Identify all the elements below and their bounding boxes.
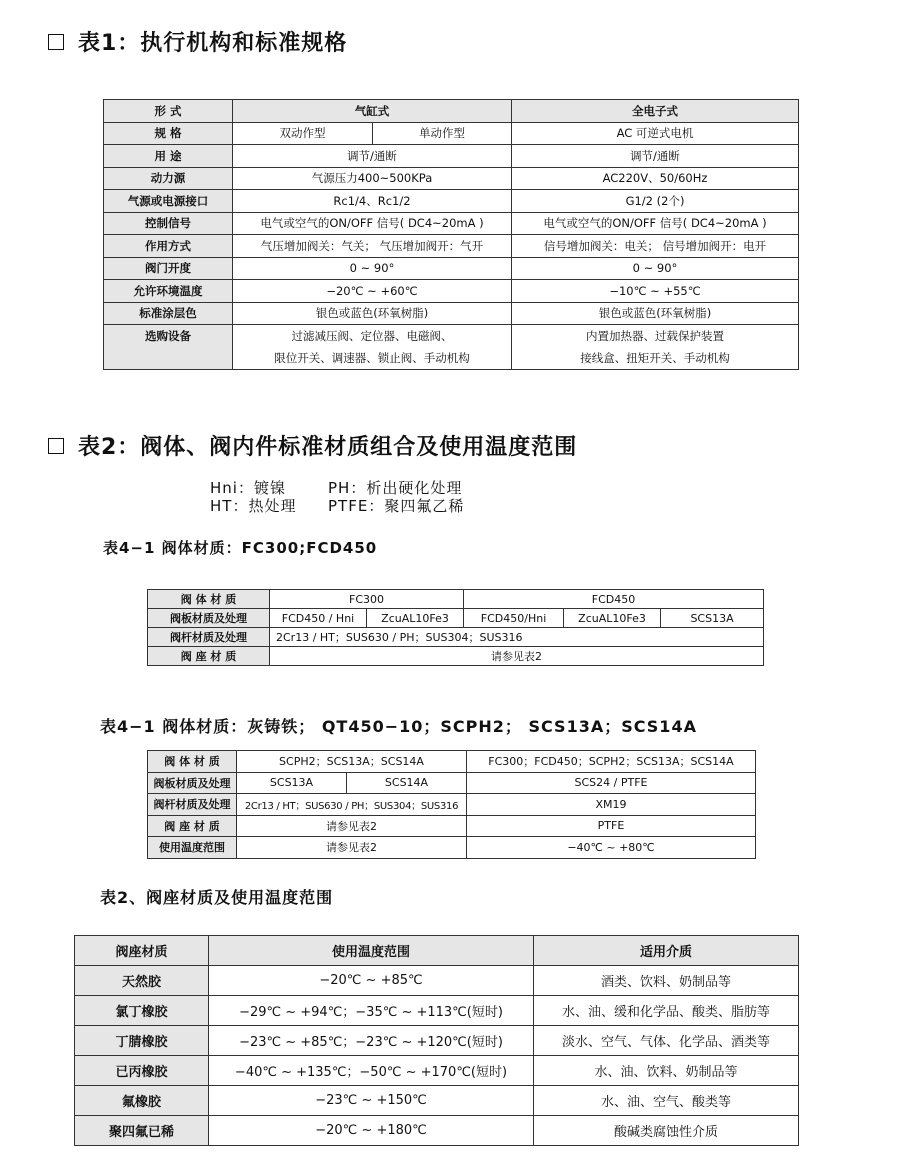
- table41a-caption: 表4−1 阀体材质：FC300;FCD450: [103, 539, 378, 557]
- row-label: 阀杆材质及处理: [148, 794, 237, 816]
- table-cell: SCS13A: [661, 609, 764, 628]
- table-row: [104, 257, 799, 280]
- table-row: [148, 609, 764, 628]
- row-label: 阀门开度: [104, 257, 233, 280]
- table-cell: 调节/通断: [233, 145, 512, 168]
- table-cell: 2Cr13 / HT；SUS630 / PH；SUS304；SUS316: [270, 628, 764, 647]
- table-cell: SCPH2；SCS13A；SCS14A: [237, 751, 467, 773]
- section1-title: 表1：执行机构和标准规格: [78, 31, 348, 56]
- table-cell: 信号增加阀关：电关； 信号增加阀开：电开: [512, 235, 799, 258]
- row-label: 阀板材质及处理: [148, 609, 270, 628]
- table-row: [104, 235, 799, 258]
- legend-ptfe: PTFE：聚四氟乙稀: [328, 497, 465, 515]
- table-cell: AC220V、50/60Hz: [512, 167, 799, 190]
- row-label: 允许环境温度: [104, 280, 233, 303]
- table-cell: −10℃ ~ +55℃: [512, 280, 799, 303]
- table-cell: 0 ~ 90°: [233, 257, 512, 280]
- table-row: [148, 647, 764, 666]
- row-label: 标准涂层色: [104, 302, 233, 325]
- table-cell: 酒类、饮料、奶制品等: [534, 966, 799, 996]
- table-cell: 全电子式: [512, 100, 799, 123]
- row-label: 阀 体 材 质: [148, 590, 270, 609]
- table-cell: ZcuAL10Fe3: [367, 609, 464, 628]
- table-cell: 水、油、饮料、奶制品等: [534, 1056, 799, 1086]
- legend-line-2: [210, 495, 464, 516]
- table-cell: SCS14A: [347, 772, 467, 794]
- table-row: [104, 122, 799, 145]
- table-cell: 气缸式: [233, 100, 512, 123]
- table-cell: ZcuAL10Fe3: [564, 609, 661, 628]
- table-row: [104, 302, 799, 325]
- table-cell: 酸碱类腐蚀性介质: [534, 1116, 799, 1146]
- table-cell: −20℃ ~ +180℃: [209, 1116, 534, 1146]
- table-cell: 调节/通断: [512, 145, 799, 168]
- row-label: 使用温度范围: [148, 837, 237, 859]
- table-cell: 请参见表2: [270, 647, 764, 666]
- table-cell: FC300；FCD450；SCPH2；SCS13A；SCS14A: [467, 751, 756, 773]
- table-row: [104, 167, 799, 190]
- table-row: [104, 325, 799, 370]
- table-row: [75, 1026, 799, 1056]
- table-cell: 双动作型: [233, 122, 373, 145]
- table-cell: [233, 325, 512, 370]
- legend-ht: HT：热处理: [210, 497, 297, 515]
- legend-ph: PH：析出硬化处理: [328, 479, 463, 497]
- table-cell: FCD450/Hni: [464, 609, 564, 628]
- table41b-caption: 表4−1 阀体材质：灰铸铁； QT450−10；SCPH2； SCS13A；SCS14A: [100, 717, 697, 736]
- table-row: [148, 794, 756, 816]
- table-cell: FC300: [270, 590, 464, 609]
- table-row: [104, 280, 799, 303]
- table-row: [148, 837, 756, 859]
- table-header-row: [75, 936, 799, 966]
- table2-caption: 表2、阀座材质及使用温度范围: [100, 888, 334, 907]
- table-cell: −29℃ ~ +94℃；−35℃ ~ +113℃(短时): [209, 996, 534, 1026]
- cell-line: 过滤减压阀、定位器、电磁阀、: [291, 329, 453, 343]
- table-cell: 聚四氟已稀: [75, 1116, 209, 1146]
- row-label: 作用方式: [104, 235, 233, 258]
- table-cell: 淡水、空气、气体、化学品、酒类等: [534, 1026, 799, 1056]
- table-cell: 银色或蓝色(环氧树脂): [512, 302, 799, 325]
- table-cell: 银色或蓝色(环氧树脂): [233, 302, 512, 325]
- seat-material-table: [74, 935, 799, 1146]
- column-header: 阀座材质: [75, 936, 209, 966]
- table-cell: −40℃ ~ +135℃；−50℃ ~ +170℃(短时): [209, 1056, 534, 1086]
- table-cell: 气压增加阀关：气关； 气压增加阀开：气开: [233, 235, 512, 258]
- table-row: [75, 996, 799, 1026]
- row-label: 阀 座 材 质: [148, 647, 270, 666]
- column-header: 使用温度范围: [209, 936, 534, 966]
- table-cell: 请参见表2: [237, 815, 467, 837]
- row-label: 动力源: [104, 167, 233, 190]
- row-label: 气源或电源接口: [104, 190, 233, 213]
- table-cell: SCS24 / PTFE: [467, 772, 756, 794]
- table-row: [104, 145, 799, 168]
- table-row: [148, 590, 764, 609]
- table-cell: 气源压力400~500KPa: [233, 167, 512, 190]
- table-row: [148, 628, 764, 647]
- table-cell: 单动作型: [373, 122, 512, 145]
- cell-line: 接线盒、扭矩开关、手动机构: [580, 351, 730, 365]
- table-cell: PTFE: [467, 815, 756, 837]
- row-label: 阀板材质及处理: [148, 772, 237, 794]
- row-label: 阀 座 材 质: [148, 815, 237, 837]
- checkbox-icon: [48, 438, 64, 454]
- table-cell: Rc1/4、Rc1/2: [233, 190, 512, 213]
- table-cell: 天然胶: [75, 966, 209, 996]
- table-cell: FCD450 / Hni: [270, 609, 367, 628]
- table-cell: 电气或空气的ON/OFF 信号( DC4~20mA ): [512, 212, 799, 235]
- table-cell: 氟橡胶: [75, 1086, 209, 1116]
- table-cell: SCS13A: [237, 772, 347, 794]
- cell-line: 内置加热器、过载保护装置: [586, 329, 724, 343]
- table-cell: 请参见表2: [237, 837, 467, 859]
- table-cell: AC 可逆式电机: [512, 122, 799, 145]
- table-cell: −40℃ ~ +80℃: [467, 837, 756, 859]
- row-label: 阀杆材质及处理: [148, 628, 270, 647]
- table-cell: −20℃ ~ +85℃: [209, 966, 534, 996]
- row-label: 规 格: [104, 122, 233, 145]
- legend-hni: Hni：镀镍: [210, 479, 286, 497]
- table-row: [148, 751, 756, 773]
- table-row: [148, 772, 756, 794]
- cell-line: 限位开关、调速器、锁止阀、手动机构: [274, 351, 470, 365]
- row-label: 阀 体 材 质: [148, 751, 237, 773]
- table-cell: −23℃ ~ +150℃: [209, 1086, 534, 1116]
- table-cell: 已丙橡胶: [75, 1056, 209, 1086]
- table-cell: −20℃ ~ +60℃: [233, 280, 512, 303]
- table-cell: FCD450: [464, 590, 764, 609]
- table-cell: 氯丁橡胶: [75, 996, 209, 1026]
- table-cell: 电气或空气的ON/OFF 信号( DC4~20mA ): [233, 212, 512, 235]
- checkbox-icon: [48, 34, 64, 50]
- table-cell: [512, 325, 799, 370]
- column-header: 适用介质: [534, 936, 799, 966]
- section2-heading: [48, 430, 577, 461]
- table-row: [75, 1086, 799, 1116]
- table-cell: XM19: [467, 794, 756, 816]
- section1-heading: [48, 26, 347, 57]
- table-cell: G1/2 (2个): [512, 190, 799, 213]
- table-cell: −23℃ ~ +85℃；−23℃ ~ +120℃(短时): [209, 1026, 534, 1056]
- table-row: [75, 1116, 799, 1146]
- table-cell: 水、油、缓和化学品、酸类、脂肪等: [534, 996, 799, 1026]
- section2-title: 表2：阀体、阀内件标准材质组合及使用温度范围: [78, 435, 578, 460]
- row-label: 用 途: [104, 145, 233, 168]
- actuator-spec-table: [103, 99, 799, 370]
- table-cell: 2Cr13 / HT；SUS630 / PH；SUS304；SUS316: [237, 794, 467, 816]
- table-row: [75, 1056, 799, 1086]
- table-cell: 丁腈橡胶: [75, 1026, 209, 1056]
- row-label: 控制信号: [104, 212, 233, 235]
- table-cell: 0 ~ 90°: [512, 257, 799, 280]
- row-label: 选购设备: [104, 325, 233, 370]
- table-row: [104, 100, 799, 123]
- body-material-table-b: [147, 750, 756, 859]
- table-row: [104, 190, 799, 213]
- table-row: [75, 966, 799, 996]
- row-label: 形 式: [104, 100, 233, 123]
- table-cell: 水、油、空气、酸类等: [534, 1086, 799, 1116]
- body-material-table-a: [147, 589, 764, 666]
- table-row: [104, 212, 799, 235]
- table-row: [148, 815, 756, 837]
